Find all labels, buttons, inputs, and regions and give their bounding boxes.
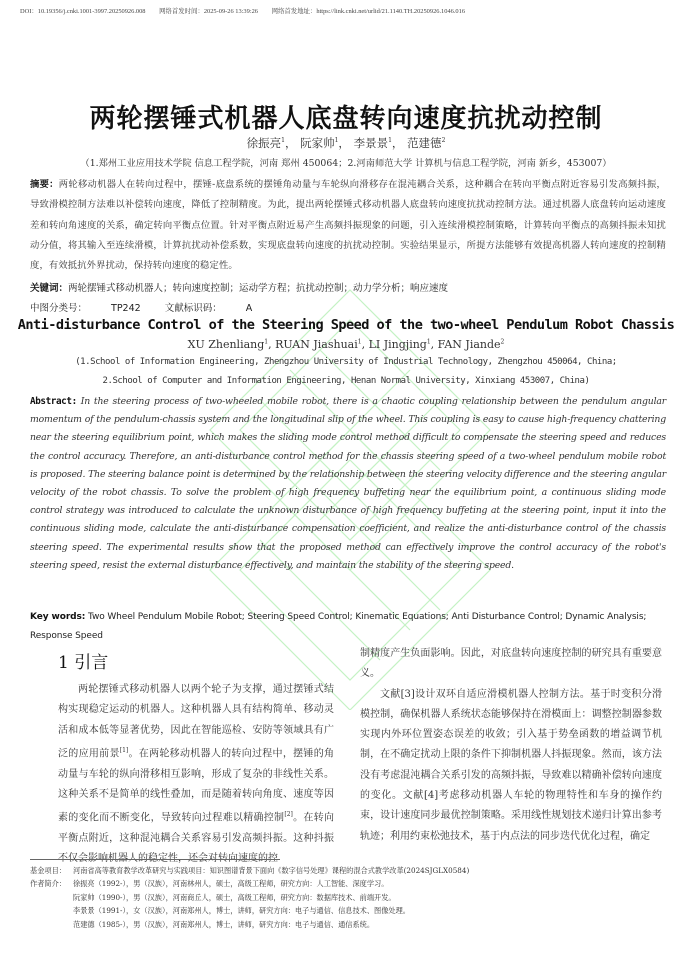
author-affiliation-mark: 2 [500, 338, 505, 346]
bio-text: 徐振亮（1992-），男（汉族），河南林州人，硕士，高级工程师，研究方向：人工智能、深度学习。 [73, 879, 389, 889]
author-affiliation-mark: 1 [357, 338, 362, 346]
classification-line [30, 300, 252, 314]
keywords-en [30, 608, 666, 646]
author-name-en: XU Zhenliang [187, 338, 265, 351]
author-bio [30, 918, 469, 931]
journal-header [20, 6, 477, 15]
abstract-cn-label: 摘要： [30, 179, 59, 190]
keywords-cn [30, 280, 448, 294]
author-affiliation-mark: 1 [264, 338, 269, 346]
author-affiliation-mark: 1 [388, 137, 392, 145]
doi: DOI：10.19356/j.cnki.1001-3997.20250926.008 [20, 8, 146, 15]
paragraph: 文献[3]设计双环自适应滑模机器人控制方法。基于时变积分滑模控制，确保机器人系统状态能够保持在滑模面上：调整控制器参数实现内外环位置姿态误差的收敛；引入基于势垒函数的增益调节机制，在不确定扰动上限的条件下抑制机器人抖振现象。然而，该方法没有考虑混沌耦合关系引发的高频抖振，导致难以精确补偿转向速度的变化。文献[4]考虑移动机器人车轮的物理特性和车身的操作约束，设计速度同步最优控制策略。采用线性规划技术递归计算出参考轨迹；利用约束松弛技术，基于内点法的同步迭代优化过程，确定 [360, 688, 662, 842]
paragraph-text: 。在转向平衡点附近，这种混沌耦合关系容易引发高频抖振。这种抖振不仅会影响机器人的稳定性，还会对转向速度的控 [58, 812, 335, 865]
author-name: 李景景 [353, 136, 389, 150]
paper-title-en: Anti-disturbance Control of the Steering Speed of the two-wheel Pendulum Robot Chassis [17, 317, 675, 333]
paragraph [58, 680, 334, 869]
authors-cn: 徐振亮$^1$， 阮家帅$^1$， 李景景$^1$， 范建德$^2$ [246, 136, 446, 150]
author-affiliation-mark: 2 [441, 137, 446, 145]
fund-text: 河南省高等教育教学改革研究与实践项目：知识图谱背景下面向《数字信号处理》课程的混合式教学改革(2024SJGLX0584) [73, 866, 470, 875]
citation-ref[interactable]: [2] [284, 811, 293, 819]
bio-label: 作者简介： [30, 879, 66, 889]
clc-number [30, 303, 141, 314]
bio-text: 李景景（1991-），女（汉族），河南郑州人，博士，讲师，研究方向：电子与通信、信息技术、图像处理。 [73, 906, 410, 916]
author-affiliation-mark: 1 [334, 137, 339, 145]
keywords-cn-label: 关键词： [30, 283, 69, 294]
author-affiliation-mark: 1 [426, 338, 431, 346]
paragraph-text: 。在两轮移动机器人的转向过程中，摆锤的角动量与车轮的纵向滑移相互影响，形成了复杂的非线性关系。这种关系不是简单的线性叠加，而是随着转向角度、速度等因素的变化而不断变化，导致转向过程难以精确控制 [58, 748, 335, 824]
abstract-en [30, 393, 666, 575]
author-name-en: LI Jingjing [368, 338, 427, 351]
author-name-en: RUAN Jiashuai [275, 338, 358, 351]
fund-note [30, 864, 469, 877]
author-name-en: FAN Jiande [437, 338, 501, 351]
footnotes [30, 864, 469, 931]
body-column-left [58, 680, 334, 869]
author-name: 阮家帅 [300, 136, 335, 150]
doc-code-value: A [245, 303, 253, 314]
clc-value: TP242 [111, 303, 141, 314]
affiliation-en-1: (1.School of Information Engineering, Zhengzhou University of Industrial Technology, Zhengzhou 450064, China; [75, 357, 617, 367]
body-column-right [360, 644, 662, 847]
fund-label: 基金项目： [30, 866, 66, 875]
keywords-en-label: Key words: [30, 612, 86, 622]
paragraph: 制精度产生负面影响。因此，对底盘转向速度控制的研究具有重要意义。 [360, 648, 662, 680]
abstract-en-label: Abstract: [30, 396, 77, 407]
doc-code-label: 文献标识码： [164, 303, 222, 314]
author-name: 徐振亮 [246, 136, 282, 150]
author-bio [30, 904, 469, 917]
document-code [165, 303, 253, 314]
keywords-cn-text: 两轮摆锤式移动机器人；转向速度控制；运动学方程；抗扰动控制；动力学分析；响应速度 [68, 283, 449, 294]
section-heading-introduction: 1 引言 [58, 653, 109, 673]
online-publish-time: 网络首发时间：2025-09-26 13:39:26 [159, 8, 258, 15]
keywords-en-text: Two Wheel Pendulum Mobile Robot; Steering Speed Control; Kinematic Equations; Anti Disturbance Control; Dynamic Analysis; Response Speed [30, 612, 647, 641]
online-publish-url[interactable]: 网络首发地址：https://link.cnki.net/urlid/21.1140.TH.20250926.1046.016 [271, 8, 466, 15]
affiliation-cn: （1.郑州工业应用技术学院 信息工程学院，河南 郑州 450064；2.河南师范大学 计算机与信息工程学院，河南 新乡，453007） [80, 158, 612, 169]
clc-label: 中图分类号： [30, 303, 88, 314]
author-bio [30, 891, 469, 904]
citation-ref[interactable]: [1] [119, 746, 129, 754]
abstract-cn-text: 两轮移动机器人在转向过程中，摆锤-底盘系统的摆锤角动量与车轮纵向滑移存在混沌耦合关系，这种耦合在转向平衡点附近容易引发高频抖振，导致滑模控制方法难以补偿转向速度，降低了控制精度。为此，提出两轮摆锤式移动机器人底盘转向速度抗扰动控制方法。通过机器人底盘转向运动速度差和转向角速度的关系，确定转向平衡点位置。针对平衡点附近易产生高频抖振现象的问题，引入连续滑模控制策略，计算转向平衡点的高频抖振未知扰动分值，将其输入至连续滑模，计算抗扰动补偿系数，实现底盘转向速度的抗扰动控制。实验结果显示，所提方法能够有效提高机器人转向速度的控制精度，有效抵抗外界扰动，保持转向速度的稳定性。 [30, 179, 666, 272]
affiliation-en-2: 2.School of Computer and Information Engineering, Henan Normal University, Xinxiang 453007, China) [102, 376, 590, 386]
footnote-divider [30, 859, 280, 860]
author-bio [30, 877, 469, 890]
bio-text: 范建德（1985-），男（汉族），河南郑州人，博士，讲师，研究方向：电子与通信、通信系统。 [73, 919, 375, 929]
authors-en: XU Zhenliang$^1$, RUAN Jiashuai$^1$, LI Jingjing$^1$, FAN Jiande$^2$ [187, 338, 505, 351]
abstract-en-text: In the steering process of two-wheeled mobile robot, there is a chaotic coupling relationship between the pendulum angular momentum of the pendulum-chassis system and the longitudinal slip of the wheel. This coupling is easy to cause high-frequency chattering near the steering equilibrium point, which makes the sliding mode control method difficult to compensate the steering speed and reduces the control accuracy. Therefore, an anti-disturbance control method for the chassis steering speed of a two-wheel pendulum mobile robot is proposed. The steering balance point is determined by the relationship between the steering velocity difference and the steering angular velocity of the robot chassis. To solve the problem of high frequency buffeting near the equilibrium point, a continuous sliding mode control strategy was introduced to calculate the unknown disturbance of high frequency buffeting at the steering point, input it into the continuous sliding mode, calculate the anti-disturbance compensation coefficient, and realize the anti-disturbance control of the chassis steering speed. The experimental results show that the proposed method can effectively improve the control accuracy of the robot's steering speed, resist the external disturbance effectively, and maintain the stability of the steering speed. [30, 396, 666, 571]
author-affiliation-mark: 1 [281, 137, 285, 145]
paper-title-cn: 两轮摆锤式机器人底盘转向速度抗扰动控制 [89, 104, 603, 134]
bio-text: 阮家帅（1990-），男（汉族），河南商丘人，硕士，高级工程师，研究方向：数据库技术、前端开发。 [73, 892, 396, 902]
author-name: 范建德 [407, 136, 442, 150]
abstract-cn [30, 175, 666, 276]
paragraph-text: 两轮摆锤式移动机器人以两个轮子为支撑，通过摆锤式结构实现稳定运动的机器人。这种机器人具有结构简单、移动灵活和成本低等显著优势，因此在智能巡检、安防等领域具有广泛的应用前景 [58, 684, 334, 760]
